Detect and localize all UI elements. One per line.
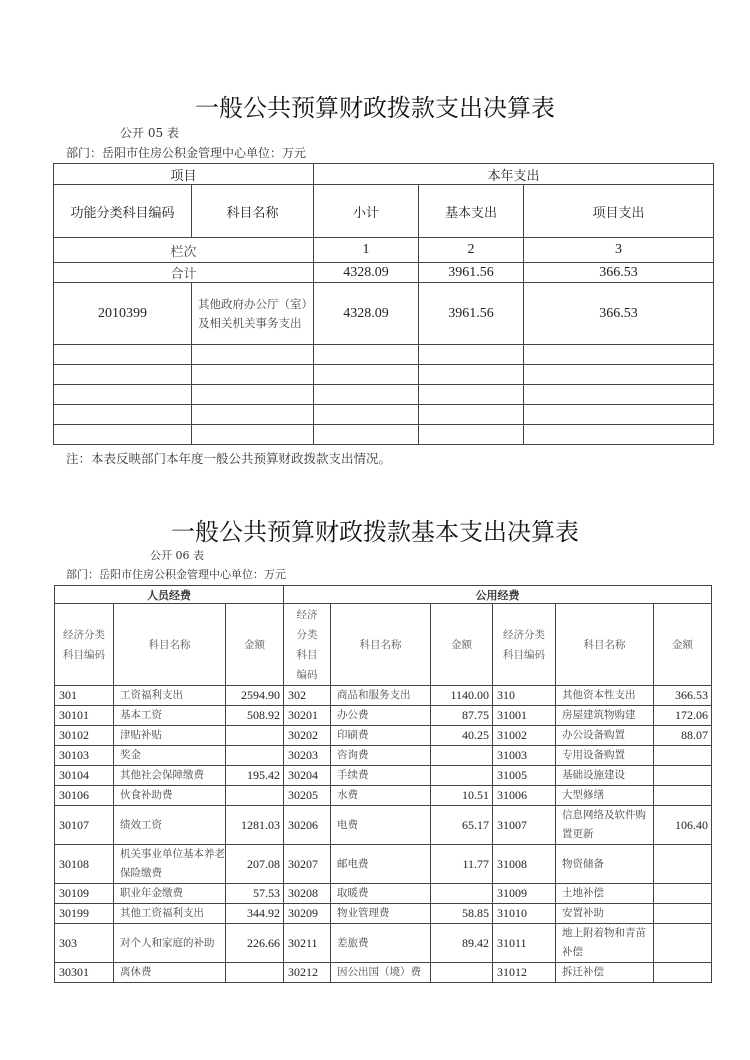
row-index-label: 栏次 [54,238,314,263]
table-row [54,283,714,345]
econ-code-cell: 31010 [493,904,556,924]
table05-number: 公开 05 表 [120,126,179,140]
econ-code-cell: 31001 [493,706,556,726]
amount-cell [654,924,712,963]
table05-title: 一般公共预算财政拨款支出决算表 [195,94,555,122]
econ-code-cell: 31009 [493,884,556,904]
empty-row [54,345,714,365]
subject-name-cell: 房屋建筑物购建 [556,706,654,726]
header-econ-code-2: 经济分类科目编码 [284,604,331,686]
subject-name-cell: 取暖费 [331,884,431,904]
subject-name-cell: 奖金 [114,746,226,766]
amount-cell [226,726,284,746]
header-subject-name-3: 科目名称 [556,604,654,686]
table-row [55,806,712,845]
econ-code-cell: 30205 [284,786,331,806]
table06-number: 公开 06 表 [150,549,204,562]
table05 [53,163,714,445]
subject-name-cell: 商品和服务支出 [331,686,431,706]
amount-cell: 195.42 [226,766,284,786]
table-row [55,746,712,766]
subject-name-cell: 咨询费 [331,746,431,766]
amount-cell: 1281.03 [226,806,284,845]
amount-cell [654,746,712,766]
subject-name-cell: 拆迁补偿 [556,963,654,983]
table-row [55,924,712,963]
amount-cell [431,963,493,983]
header-econ-code-3: 经济分类科目编码 [493,604,556,686]
amount-cell: 172.06 [654,706,712,726]
subject-name-cell: 伙食补助费 [114,786,226,806]
econ-code-cell: 31007 [493,806,556,845]
subject-name-cell: 电费 [331,806,431,845]
subject-name-cell: 安置补助 [556,904,654,924]
amount-cell: 58.85 [431,904,493,924]
amount-cell [226,786,284,806]
amount-cell [226,746,284,766]
subject-name-cell: 机关事业单位基本养老保险缴费 [114,845,226,884]
header-subject-name-1: 科目名称 [114,604,226,686]
amount-cell [654,766,712,786]
header-amount-3: 金额 [654,604,712,686]
header-basic-expense: 基本支出 [419,185,524,238]
empty-row [54,425,714,445]
amount-cell [654,884,712,904]
header-subtotal: 小计 [314,185,419,238]
table06-title: 一般公共预算财政拨款基本支出决算表 [171,518,579,546]
subject-name-cell: 差旅费 [331,924,431,963]
group-public-expense: 公用经费 [284,586,712,604]
table06 [54,585,712,983]
econ-code-cell: 31011 [493,924,556,963]
econ-code-cell: 31005 [493,766,556,786]
table-row [55,706,712,726]
amount-cell: 508.92 [226,706,284,726]
amount-cell [431,884,493,904]
econ-code-cell: 310 [493,686,556,706]
amount-cell: 106.40 [654,806,712,845]
econ-code-cell: 30199 [55,904,114,924]
subject-name-cell: 基本工资 [114,706,226,726]
amount-cell: 226.66 [226,924,284,963]
econ-code-cell: 301 [55,686,114,706]
subject-name-cell: 大型修缮 [556,786,654,806]
table-row [55,726,712,746]
subject-name-cell: 信息网络及软件购置更新 [556,806,654,845]
subject-name-cell: 物资储备 [556,845,654,884]
subject-name-cell: 印刷费 [331,726,431,746]
econ-code-cell: 30204 [284,766,331,786]
econ-code-cell: 30206 [284,806,331,845]
econ-code-cell: 302 [284,686,331,706]
subject-name-cell: 手续费 [331,766,431,786]
row-name: 其他政府办公厅（室）及相关机关事务支出 [192,283,314,345]
subject-name-cell: 津贴补贴 [114,726,226,746]
amount-cell: 1140.00 [431,686,493,706]
econ-code-cell: 30212 [284,963,331,983]
table-row [55,766,712,786]
econ-code-cell: 30208 [284,884,331,904]
subject-name-cell: 职业年金缴费 [114,884,226,904]
econ-code-cell: 30106 [55,786,114,806]
header-project-group: 项目 [54,164,314,185]
amount-cell: 89.42 [431,924,493,963]
subject-name-cell: 办公费 [331,706,431,726]
econ-code-cell: 31006 [493,786,556,806]
empty-row [54,385,714,405]
amount-cell [654,904,712,924]
econ-code-cell: 30108 [55,845,114,884]
econ-code-cell: 30109 [55,884,114,904]
header-project-expense: 项目支出 [524,185,714,238]
subject-name-cell: 水费 [331,786,431,806]
header-year-expense-group: 本年支出 [314,164,714,185]
econ-code-cell: 30107 [55,806,114,845]
econ-code-cell: 30211 [284,924,331,963]
header-subject-name: 科目名称 [192,185,314,238]
row-project: 366.53 [524,283,714,345]
empty-row [54,365,714,385]
row-total-label: 合计 [54,263,314,283]
group-personnel-expense: 人员经费 [55,586,284,604]
econ-code-cell: 303 [55,924,114,963]
subject-name-cell: 其他工资福利支出 [114,904,226,924]
amount-cell: 10.51 [431,786,493,806]
amount-cell: 57.53 [226,884,284,904]
total-basic: 3961.56 [419,263,524,283]
subject-name-cell: 基础设施建设 [556,766,654,786]
header-function-code: 功能分类科目编码 [54,185,192,238]
row-index-2: 2 [419,238,524,263]
table06-dept: 部门：岳阳市住房公积金管理中心单位：万元 [66,568,286,581]
econ-code-cell: 30201 [284,706,331,726]
row-subtotal: 4328.09 [314,283,419,345]
amount-cell: 11.77 [431,845,493,884]
econ-code-cell: 30104 [55,766,114,786]
header-amount-2: 金额 [431,604,493,686]
total-project: 366.53 [524,263,714,283]
subject-name-cell: 绩效工资 [114,806,226,845]
row-code: 2010399 [54,283,192,345]
row-index-1: 1 [314,238,419,263]
amount-cell [654,845,712,884]
subject-name-cell: 邮电费 [331,845,431,884]
total-subtotal: 4328.09 [314,263,419,283]
subject-name-cell: 工资福利支出 [114,686,226,706]
header-amount-1: 金额 [226,604,284,686]
amount-cell [654,786,712,806]
amount-cell: 88.07 [654,726,712,746]
row-index-3: 3 [524,238,714,263]
econ-code-cell: 30209 [284,904,331,924]
subject-name-cell: 其他社会保障缴费 [114,766,226,786]
econ-code-cell: 31003 [493,746,556,766]
table-row [55,786,712,806]
subject-name-cell: 离休费 [114,963,226,983]
amount-cell [654,963,712,983]
amount-cell: 207.08 [226,845,284,884]
econ-code-cell: 30207 [284,845,331,884]
subject-name-cell: 对个人和家庭的补助 [114,924,226,963]
subject-name-cell: 其他资本性支出 [556,686,654,706]
econ-code-cell: 31002 [493,726,556,746]
header-econ-code-1: 经济分类科目编码 [55,604,114,686]
table-row [55,904,712,924]
amount-cell: 366.53 [654,686,712,706]
header-subject-name-2: 科目名称 [331,604,431,686]
amount-cell: 2594.90 [226,686,284,706]
amount-cell [431,766,493,786]
table-row [55,884,712,904]
empty-row [54,405,714,425]
amount-cell: 87.75 [431,706,493,726]
econ-code-cell: 30202 [284,726,331,746]
subject-name-cell: 办公设备购置 [556,726,654,746]
table-row [55,963,712,983]
table05-note: 注：本表反映部门本年度一般公共预算财政拨款支出情况。 [66,451,392,466]
amount-cell: 65.17 [431,806,493,845]
amount-cell [226,963,284,983]
table-row [55,845,712,884]
econ-code-cell: 31008 [493,845,556,884]
econ-code-cell: 31012 [493,963,556,983]
amount-cell: 344.92 [226,904,284,924]
amount-cell [431,746,493,766]
subject-name-cell: 因公出国（境）费 [331,963,431,983]
subject-name-cell: 土地补偿 [556,884,654,904]
econ-code-cell: 30203 [284,746,331,766]
table-row [55,686,712,706]
subject-name-cell: 地上附着物和青苗补偿 [556,924,654,963]
econ-code-cell: 30103 [55,746,114,766]
subject-name-cell: 专用设备购置 [556,746,654,766]
table05-dept: 部门：岳阳市住房公积金管理中心单位：万元 [66,146,307,160]
subject-name-cell: 物业管理费 [331,904,431,924]
econ-code-cell: 30102 [55,726,114,746]
amount-cell: 40.25 [431,726,493,746]
econ-code-cell: 30101 [55,706,114,726]
econ-code-cell: 30301 [55,963,114,983]
row-basic: 3961.56 [419,283,524,345]
